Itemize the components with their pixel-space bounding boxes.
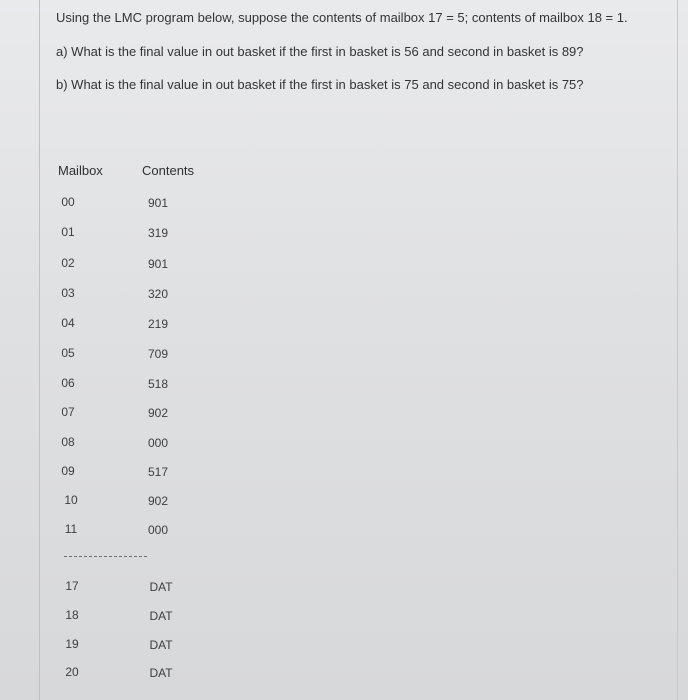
mailbox-cell: 03 xyxy=(61,286,75,300)
contents-cell: 219 xyxy=(147,317,169,331)
mailbox-cell: 05 xyxy=(61,346,75,360)
contents-cell: 320 xyxy=(147,287,169,301)
contents-cell: 000 xyxy=(147,523,169,537)
mailbox-cell: 01 xyxy=(61,225,75,239)
mailbox-cell: 19 xyxy=(65,637,79,651)
question-part-b: b) What is the final value in out basket if the first in basket is 75 and second in basket is 75? xyxy=(56,77,584,92)
contents-cell: 709 xyxy=(147,347,169,361)
mailbox-cell: 18 xyxy=(65,608,79,622)
contents-cell: 517 xyxy=(147,465,169,479)
mailbox-cell: 07 xyxy=(61,405,75,419)
contents-cell: 319 xyxy=(147,226,169,240)
mailbox-cell: 06 xyxy=(61,376,75,390)
mailbox-cell: 04 xyxy=(61,316,75,330)
contents-cell: 000 xyxy=(147,436,169,450)
header-mailbox: Mailbox xyxy=(58,163,103,178)
header-contents: Contents xyxy=(142,163,195,178)
mailbox-cell: 08 xyxy=(61,435,75,449)
mailbox-cell: 10 xyxy=(64,493,78,507)
contents-cell: DAT xyxy=(149,638,173,652)
mailbox-cell: 00 xyxy=(61,195,75,209)
mailbox-cell: 11 xyxy=(64,522,78,536)
mailbox-cell: 20 xyxy=(65,665,79,679)
contents-cell: DAT xyxy=(149,666,173,680)
contents-cell: 518 xyxy=(147,377,169,391)
mailbox-cell: 17 xyxy=(65,579,79,593)
mailbox-cell: 02 xyxy=(61,256,75,270)
question-intro: Using the LMC program below, suppose the contents of mailbox 17 = 5; contents of mailbox 18 = 1. xyxy=(56,10,628,25)
contents-cell: 901 xyxy=(147,257,169,271)
page-border-left xyxy=(39,0,40,700)
dashed-separator xyxy=(64,556,147,557)
contents-cell: 902 xyxy=(147,494,169,508)
contents-cell: 902 xyxy=(147,406,169,420)
question-part-a: a) What is the final value in out basket if the first in basket is 56 and second in basket is 89? xyxy=(56,44,584,59)
page-border-right xyxy=(677,0,678,700)
contents-cell: 901 xyxy=(147,196,169,210)
contents-cell: DAT xyxy=(149,580,173,594)
contents-cell: DAT xyxy=(149,609,173,623)
mailbox-cell: 09 xyxy=(61,464,75,478)
